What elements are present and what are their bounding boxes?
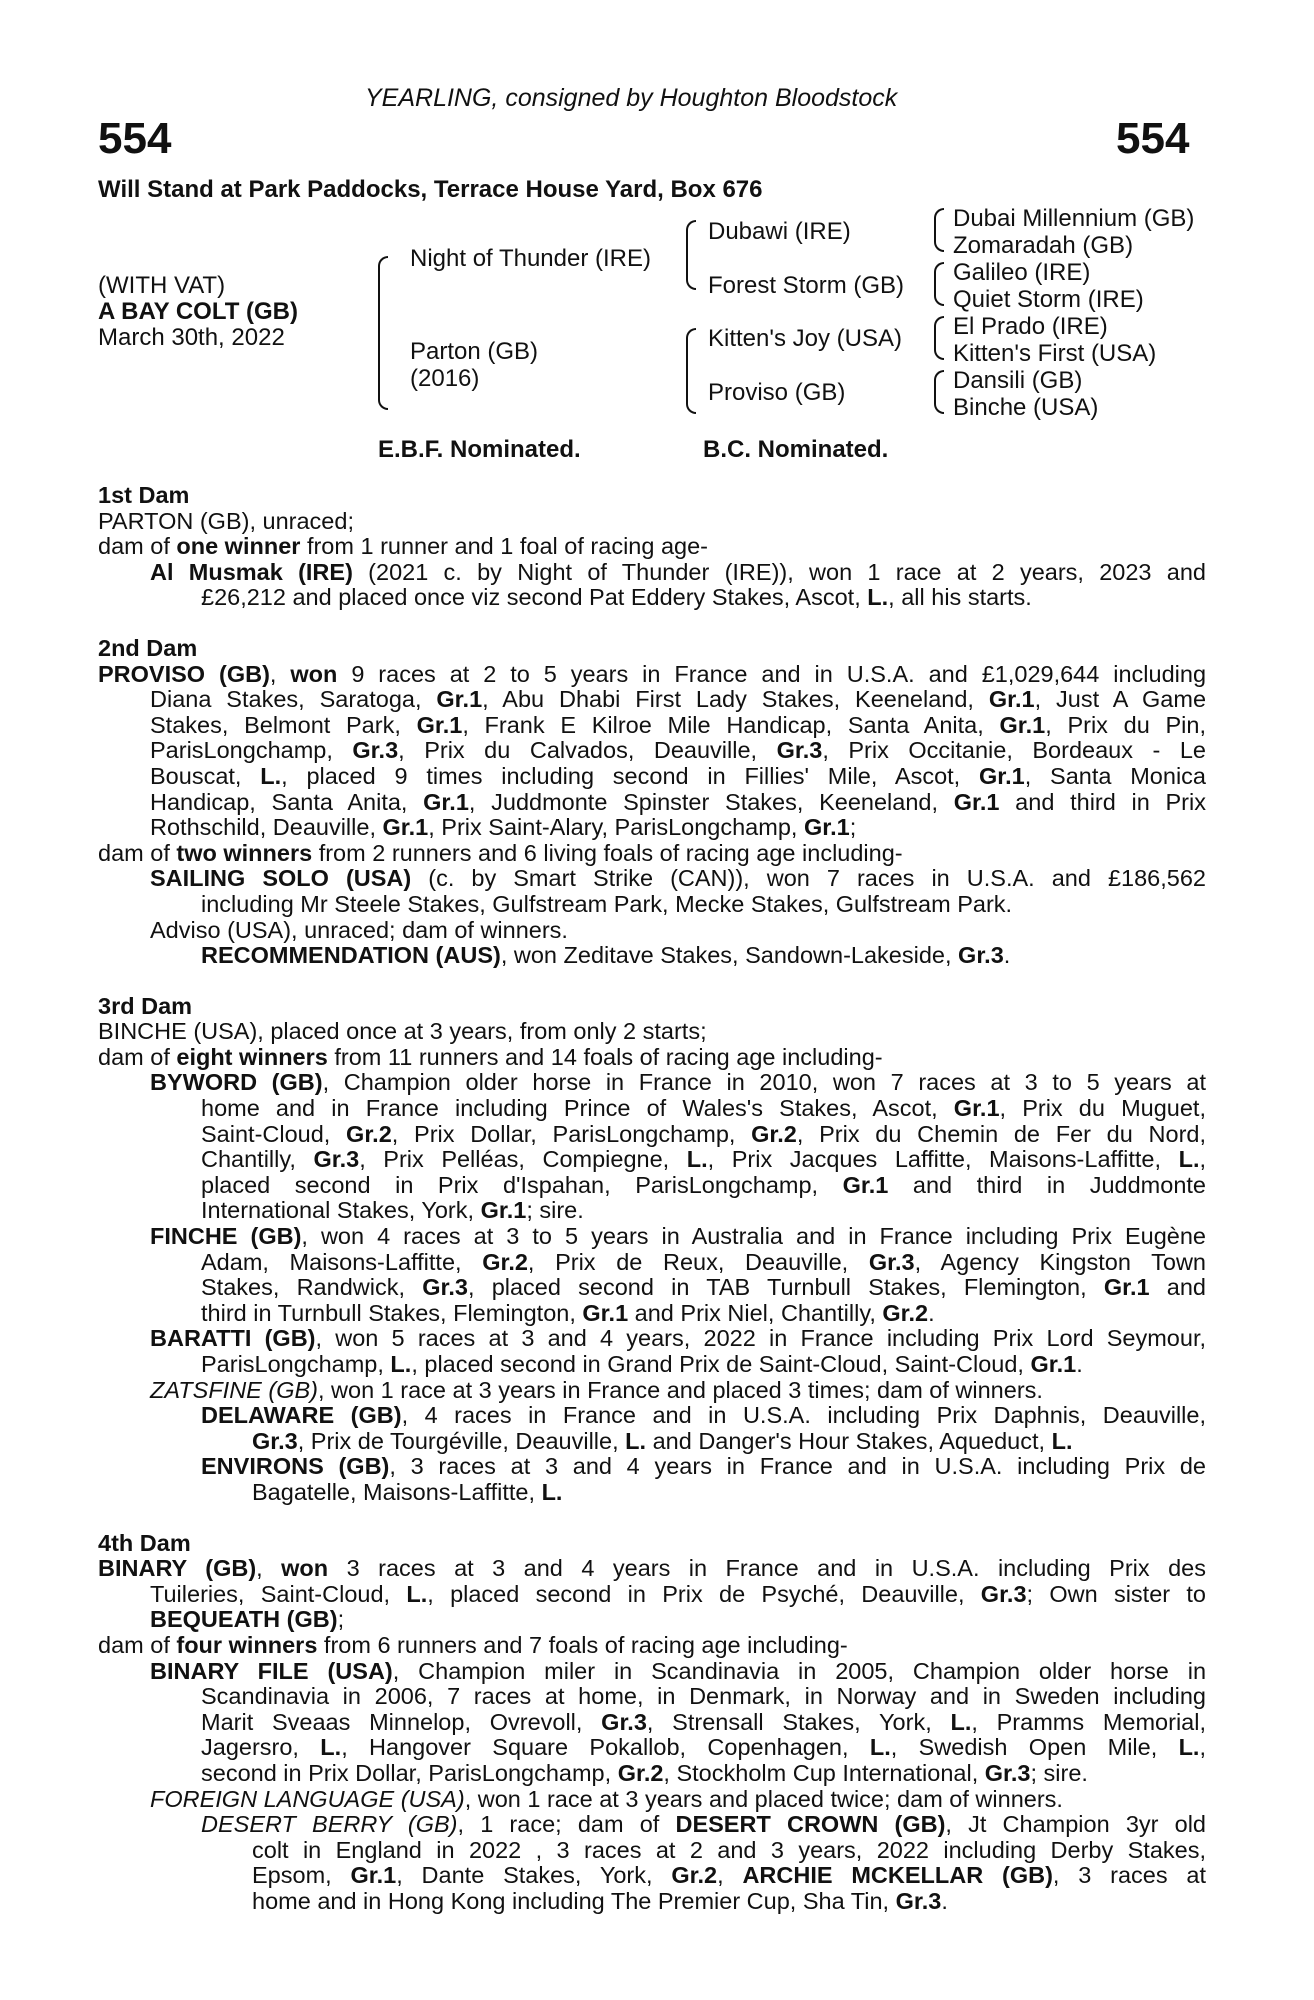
text: , Pramms Memorial, xyxy=(971,1708,1206,1735)
bold-text: L. xyxy=(1178,1146,1200,1173)
bold-text: Gr.1 xyxy=(988,686,1035,713)
bold-text: Gr.1 xyxy=(480,1197,527,1224)
italic-text: FOREIGN LANGUAGE (USA) xyxy=(150,1785,465,1812)
pedigree-note-line xyxy=(98,866,1206,892)
bold-text: FINCHE (GB) xyxy=(150,1223,302,1250)
text: BINCHE (USA), placed once at 3 years, from only 2 starts; xyxy=(98,1018,707,1045)
text: and xyxy=(1149,1274,1206,1301)
text: , xyxy=(717,1862,743,1889)
text: home and in France including Prince of Wales's Stakes, Ascot, xyxy=(201,1095,954,1122)
pedigree-note-line xyxy=(98,1787,1206,1813)
bold-text: Gr.1 xyxy=(382,814,429,841)
bold-text: Gr.2 xyxy=(882,1299,929,1326)
pedigree-note-line xyxy=(98,1352,1206,1378)
bold-text: Gr.2 xyxy=(346,1120,392,1147)
bold-text: Gr.1 xyxy=(436,686,483,713)
text: Bouscat, xyxy=(150,762,261,789)
text: Bagatelle, Maisons-Laffitte, xyxy=(252,1478,542,1505)
text: ; sire. xyxy=(1030,1759,1088,1786)
pedigree-note-line xyxy=(98,738,1206,764)
pedigree-g3-3: Galileo (IRE) xyxy=(953,259,1091,286)
pedigree-note-line xyxy=(98,1838,1206,1864)
pedigree-bracket-g3-2 xyxy=(934,262,944,306)
horse-name: A BAY COLT (GB) xyxy=(98,298,299,325)
text: ; Own sister to xyxy=(1026,1580,1206,1607)
text: , won 4 races at 3 to 5 years in Australia and in France including Prix Eugène xyxy=(301,1223,1207,1250)
pedigree-note-line xyxy=(98,1070,1206,1096)
text: , Prix de Reux, Deauville, xyxy=(527,1248,869,1275)
lot-number-left: 554 xyxy=(98,114,172,163)
text: £26,212 and placed once viz second Pat Eddery Stakes, Ascot, xyxy=(201,584,868,611)
bold-text: PROVISO (GB) xyxy=(98,660,270,687)
pedigree-note-line xyxy=(98,1224,1206,1250)
text: from 11 runners and 14 foals of racing age including- xyxy=(327,1043,883,1070)
bold-text: Gr.3 xyxy=(252,1427,298,1454)
text: Rothschild, Deauville, xyxy=(150,814,383,841)
pedigree-note-line xyxy=(98,815,1206,841)
bold-text: BYWORD (GB) xyxy=(150,1069,323,1096)
pedigree-note-line xyxy=(98,534,1206,560)
text: , 3 races at xyxy=(1052,1862,1207,1889)
pedigree-note-line xyxy=(98,1250,1206,1276)
text: Tuileries, Saint-Cloud, xyxy=(150,1580,407,1607)
text: dam of xyxy=(98,1631,177,1658)
bold-text: Gr.2 xyxy=(617,1759,664,1786)
pedigree-g3-7: Dansili (GB) xyxy=(953,367,1083,394)
catalogue-notes xyxy=(98,483,1206,1914)
text: . xyxy=(941,1887,948,1914)
text: , won 1 race at 3 years in France and placed 3 times; dam of winners. xyxy=(317,1376,1043,1403)
bold-text: SAILING SOLO (USA) xyxy=(150,865,412,892)
pedigree-note-line xyxy=(98,1019,1206,1045)
dam-section xyxy=(98,994,1206,1506)
pedigree-note-line xyxy=(98,1761,1206,1787)
bold-text: L. xyxy=(406,1580,428,1607)
text: from 6 runners and 7 foals of racing age including- xyxy=(317,1631,848,1658)
bold-text: Gr.3 xyxy=(776,737,823,764)
text: , Prix de Tourgéville, Deauville, xyxy=(297,1427,626,1454)
pedigree-note-line xyxy=(98,1326,1206,1352)
pedigree-note-line xyxy=(98,1275,1206,1301)
bold-text: Gr.1 xyxy=(1030,1351,1077,1377)
text: , Juddmonte Spinster Stakes, Keeneland, xyxy=(468,788,954,815)
text: , 4 races in France and in U.S.A. including Prix Daphnis, Deauville, xyxy=(401,1402,1206,1429)
pedigree-note-line xyxy=(98,1659,1206,1685)
text: dam of xyxy=(98,839,177,866)
bold-text: Gr.1 xyxy=(953,1095,1000,1122)
bold-text: ENVIRONS (GB) xyxy=(201,1453,390,1480)
bold-text: Gr.1 xyxy=(350,1862,397,1889)
bold-text: L. xyxy=(867,584,889,611)
pedigree-g3-6: Kitten's First (USA) xyxy=(953,340,1157,367)
pedigree-note-line xyxy=(98,1480,1206,1506)
text: , Prix Occitanie, Bordeaux - Le xyxy=(822,737,1206,764)
text: Stakes, Randwick, xyxy=(201,1274,423,1301)
text: , xyxy=(1199,1146,1207,1173)
text: , Prix Dollar, ParisLongchamp, xyxy=(391,1120,752,1147)
bold-text: BEQUEATH (GB) xyxy=(150,1606,338,1633)
pedigree-dam-sire: Kitten's Joy (USA) xyxy=(708,325,902,352)
text: and Danger's Hour Stakes, Aqueduct, xyxy=(646,1427,1052,1454)
text: , Prix Jacques Laffitte, Maisons-Laffitte, xyxy=(707,1146,1179,1173)
bold-text: ARCHIE MCKELLAR (GB) xyxy=(742,1862,1053,1889)
lot-number-right: 554 xyxy=(1116,114,1190,163)
bold-text: Gr.1 xyxy=(1103,1274,1150,1301)
pedigree-bracket-dam xyxy=(686,328,696,414)
pedigree-note-line xyxy=(98,892,1206,918)
text: , xyxy=(269,660,291,687)
text: , Abu Dhabi First Lady Stakes, Keeneland, xyxy=(482,686,989,713)
bc-nominated: B.C. Nominated. xyxy=(703,436,889,463)
text: including Mr Steele Stakes, Gulfstream Park, Mecke Stakes, Gulfstream Park. xyxy=(201,890,1013,917)
text: , placed second in Prix de Psyché, Deauville, xyxy=(427,1580,981,1607)
pedigree-note-line xyxy=(98,1889,1206,1915)
text: International Stakes, York, xyxy=(201,1197,481,1224)
bold-text: one winner xyxy=(176,533,301,560)
text: ParisLongchamp, xyxy=(201,1351,391,1377)
pedigree-note-line xyxy=(98,560,1206,586)
text: , Prix Pelléas, Compiegne, xyxy=(359,1146,687,1173)
bold-text: Gr.1 xyxy=(416,711,463,738)
vat-note: (WITH VAT) xyxy=(98,272,226,299)
text: . xyxy=(1003,942,1011,969)
text: Adviso (USA), unraced; dam of winners. xyxy=(150,916,568,943)
pedigree-note-line xyxy=(98,585,1206,611)
bold-text: eight winners xyxy=(176,1043,328,1070)
text: , Champion miler in Scandinavia in 2005, Champion older horse in xyxy=(392,1657,1207,1684)
text: , Jt Champion 3yr old xyxy=(945,1811,1206,1838)
text: , won 5 races at 3 and 4 years, 2022 in France including Prix Lord Seymour, xyxy=(315,1325,1207,1352)
dam-section xyxy=(98,636,1206,969)
pedigree-note-line xyxy=(98,1045,1206,1071)
bold-text: L. xyxy=(950,1708,972,1735)
pedigree-g3-8: Binche (USA) xyxy=(953,394,1099,421)
bold-text: Gr.2 xyxy=(751,1120,797,1147)
text: , all his starts. xyxy=(888,584,1032,611)
pedigree-dam-dam: Proviso (GB) xyxy=(708,379,846,406)
text: . xyxy=(928,1299,935,1326)
text: dam of xyxy=(98,1043,177,1070)
text: ; xyxy=(337,1606,345,1633)
bold-text: L. xyxy=(869,1734,891,1761)
bold-text: BINARY FILE (USA) xyxy=(150,1657,393,1684)
bold-text: Gr.3 xyxy=(422,1274,468,1301)
dam-section xyxy=(98,1531,1206,1915)
pedigree-bracket-g3-3 xyxy=(934,316,944,360)
pedigree-sire-sire: Dubawi (IRE) xyxy=(708,218,851,245)
text: third in Turnbull Stakes, Flemington, xyxy=(201,1299,583,1326)
pedigree-note-line xyxy=(98,1173,1206,1199)
pedigree-note-line xyxy=(98,790,1206,816)
text: , Stockholm Cup International, xyxy=(663,1759,985,1786)
stand-location: Will Stand at Park Paddocks, Terrace House Yard, Box 676 xyxy=(98,176,763,203)
text: ParisLongchamp, xyxy=(150,737,353,764)
pedigree-sire: Night of Thunder (IRE) xyxy=(410,245,651,272)
italic-text: DESERT BERRY (GB) xyxy=(201,1811,458,1838)
pedigree-note-line xyxy=(98,1147,1206,1173)
text: , xyxy=(1199,1734,1206,1761)
bold-text: Gr.3 xyxy=(958,942,1004,969)
pedigree-note-line xyxy=(98,1863,1206,1889)
text: colt in England in 2022 , 3 races at 2 and 3 years, 2022 including Derby Stakes, xyxy=(252,1836,1206,1863)
text: PARTON (GB), unraced; xyxy=(98,507,354,534)
text: , placed 9 times including second in Fillies' Mile, Ascot, xyxy=(281,762,979,789)
text: Adam, Maisons-Laffitte, xyxy=(201,1248,483,1275)
pedigree-dam-year: (2016) xyxy=(410,365,480,392)
pedigree-note-line xyxy=(98,509,1206,535)
pedigree-note-line xyxy=(98,1607,1206,1633)
text: , xyxy=(256,1555,282,1582)
pedigree-note-line xyxy=(98,1684,1206,1710)
pedigree-note-line xyxy=(98,1710,1206,1736)
text: (c. by Smart Strike (CAN)), won 7 races in U.S.A. and £186,562 xyxy=(411,865,1206,892)
text: Jagersro, xyxy=(201,1734,321,1761)
pedigree-bracket-gen1 xyxy=(378,256,388,410)
text: , Agency Kingston Town xyxy=(914,1248,1206,1275)
text: , Prix du Chemin de Fer du Nord, xyxy=(796,1120,1206,1147)
text: from 1 runner and 1 foal of racing age- xyxy=(300,533,708,560)
text: , Frank E Kilroe Mile Handicap, Santa Anita, xyxy=(462,711,1000,738)
bold-text: Gr.2 xyxy=(482,1248,528,1275)
pedigree-note-line xyxy=(98,1403,1206,1429)
bold-text: L. xyxy=(625,1427,647,1454)
bold-text: L. xyxy=(1178,1734,1200,1761)
text: Epsom, xyxy=(252,1862,351,1889)
text: , Swedish Open Mile, xyxy=(890,1734,1179,1761)
section-title: 2nd Dam xyxy=(98,634,198,661)
bold-text: BINARY (GB) xyxy=(98,1555,257,1582)
bold-text: BARATTI (GB) xyxy=(150,1325,316,1352)
bold-text: Gr.1 xyxy=(803,814,850,841)
bold-text: L. xyxy=(541,1478,563,1505)
text: Saint-Cloud, xyxy=(201,1120,347,1147)
bold-text: L. xyxy=(320,1734,342,1761)
pedigree-note-line xyxy=(98,918,1206,944)
pedigree-note-line xyxy=(98,1556,1206,1582)
pedigree-dam: Parton (GB) xyxy=(410,338,539,365)
pedigree-note-line xyxy=(98,713,1206,739)
bold-text: Gr.3 xyxy=(352,737,399,764)
pedigree-note-line xyxy=(98,1735,1206,1761)
text: , Hangover Square Pokallob, Copenhagen, xyxy=(341,1734,870,1761)
foaling-date: March 30th, 2022 xyxy=(98,324,285,351)
pedigree-note-line xyxy=(98,1096,1206,1122)
bold-text: two winners xyxy=(176,839,313,866)
pedigree-bracket-g3-1 xyxy=(934,208,944,252)
ebf-nominated: E.B.F. Nominated. xyxy=(378,436,581,463)
bold-text: Gr.1 xyxy=(842,1171,889,1198)
text: Marit Sveaas Minnelop, Ovrevoll, xyxy=(201,1708,602,1735)
text: home and in Hong Kong including The Premier Cup, Sha Tin, xyxy=(252,1887,896,1914)
pedigree-note-line xyxy=(98,1198,1206,1224)
pedigree-note-line xyxy=(98,687,1206,713)
text: Diana Stakes, Saratoga, xyxy=(150,686,437,713)
pedigree-note-line xyxy=(98,1122,1206,1148)
text: Stakes, Belmont Park, xyxy=(150,711,417,738)
bold-text: Gr.2 xyxy=(671,1862,718,1889)
bold-text: L. xyxy=(686,1146,708,1173)
text: Handicap, Santa Anita, xyxy=(150,788,424,815)
section-title: 3rd Dam xyxy=(98,992,193,1019)
text: , Prix du Muguet, xyxy=(999,1095,1206,1122)
text: and third in Juddmonte xyxy=(888,1171,1206,1198)
text: and third in Prix xyxy=(999,788,1206,815)
text: , Santa Monica xyxy=(1024,762,1206,789)
pedigree-note-line xyxy=(98,1301,1206,1327)
bold-text: L. xyxy=(1051,1427,1073,1454)
bold-text: DELAWARE (GB) xyxy=(201,1402,402,1429)
pedigree-sire-dam: Forest Storm (GB) xyxy=(708,272,905,299)
pedigree-g3-2: Zomaradah (GB) xyxy=(953,232,1134,259)
text: and Prix Niel, Chantilly, xyxy=(628,1299,883,1326)
text: , Prix du Calvados, Deauville, xyxy=(398,737,777,764)
italic-text: ZATSFINE (GB) xyxy=(150,1376,318,1403)
text: , Prix du Pin, xyxy=(1045,711,1206,738)
bold-text: RECOMMENDATION (AUS) xyxy=(201,942,501,969)
pedigree-g3-1: Dubai Millennium (GB) xyxy=(953,205,1195,232)
text: 9 races at 2 to 5 years in France and in U.S.A. and £1,029,644 including xyxy=(337,660,1207,687)
pedigree-note-line xyxy=(98,1454,1206,1480)
pedigree-g3-5: El Prado (IRE) xyxy=(953,313,1108,340)
pedigree-note-line xyxy=(98,841,1206,867)
text: placed second in Prix d'Ispahan, ParisLongchamp, xyxy=(201,1171,843,1198)
text: , Just A Game xyxy=(1034,686,1207,713)
text: from 2 runners and 6 living foals of racing age including- xyxy=(312,839,903,866)
bold-text: DESERT CROWN (GB) xyxy=(675,1811,946,1838)
bold-text: won xyxy=(281,1555,329,1582)
bold-text: L. xyxy=(260,762,282,789)
section-title: 4th Dam xyxy=(98,1529,191,1556)
bold-text: Gr.3 xyxy=(601,1708,647,1735)
text: . xyxy=(1076,1351,1083,1377)
bold-text: Gr.3 xyxy=(980,1580,1027,1607)
pedigree-note-line xyxy=(98,1812,1206,1838)
bold-text: Gr.1 xyxy=(953,788,1000,815)
pedigree-note-line xyxy=(98,1429,1206,1455)
text: , Dante Stakes, York, xyxy=(396,1862,672,1889)
text: , won Zeditave Stakes, Sandown-Lakeside, xyxy=(500,942,959,969)
bold-text: Gr.3 xyxy=(984,1759,1031,1786)
bold-text: Gr.1 xyxy=(423,788,469,815)
bold-text: Gr.1 xyxy=(978,762,1025,789)
text: , 3 races at 3 and 4 years in France and in U.S.A. including Prix de xyxy=(389,1453,1206,1480)
text: second in Prix Dollar, ParisLongchamp, xyxy=(201,1759,618,1786)
pedigree-bracket-g3-4 xyxy=(934,370,944,414)
text: dam of xyxy=(98,533,177,560)
pedigree-note-line xyxy=(98,1378,1206,1404)
pedigree-note-line xyxy=(98,943,1206,969)
pedigree-bracket-sire xyxy=(686,220,696,290)
text: Scandinavia in 2006, 7 races at home, in Denmark, in Norway and in Sweden including xyxy=(201,1683,1206,1710)
bold-text: won xyxy=(290,660,338,687)
text: 3 races at 3 and 4 years in France and in U.S.A. including Prix des xyxy=(328,1555,1206,1582)
pedigree-g3-4: Quiet Storm (IRE) xyxy=(953,286,1144,313)
section-title: 1st Dam xyxy=(98,482,190,508)
text: Chantilly, xyxy=(201,1146,314,1173)
bold-text: L. xyxy=(390,1351,412,1377)
text: , Champion older horse in France in 2010, won 7 races at 3 to 5 years at xyxy=(322,1069,1206,1096)
bold-text: Gr.1 xyxy=(999,711,1046,738)
text: , placed second in TAB Turnbull Stakes, Flemington, xyxy=(467,1274,1104,1301)
pedigree-note-line xyxy=(98,1582,1206,1608)
pedigree-note-line xyxy=(98,764,1206,790)
bold-text: four winners xyxy=(176,1631,318,1658)
text: ; sire. xyxy=(526,1197,584,1224)
text: ; xyxy=(849,814,857,841)
consignment-line: YEARLING, consigned by Houghton Bloodstock xyxy=(365,84,898,112)
pedigree-note-line xyxy=(98,1633,1206,1659)
bold-text: Gr.3 xyxy=(868,1248,915,1275)
text: , placed second in Grand Prix de Saint-Cloud, Saint-Cloud, xyxy=(411,1351,1031,1377)
text: (2021 c. by Night of Thunder (IRE)), won 1 race at 2 years, 2023 and xyxy=(352,558,1206,585)
pedigree-note-line xyxy=(98,662,1206,688)
text: , won 1 race at 3 years and placed twice; dam of winners. xyxy=(464,1785,1063,1812)
bold-text: Gr.3 xyxy=(313,1146,360,1173)
bold-text: Al Musmak (IRE) xyxy=(150,558,353,585)
text: , Strensall Stakes, York, xyxy=(646,1708,951,1735)
bold-text: Gr.1 xyxy=(582,1299,629,1326)
bold-text: Gr.3 xyxy=(895,1887,942,1914)
text: , 1 race; dam of xyxy=(457,1811,676,1838)
dam-section xyxy=(98,483,1206,611)
text: , Prix Saint-Alary, ParisLongchamp, xyxy=(428,814,804,841)
